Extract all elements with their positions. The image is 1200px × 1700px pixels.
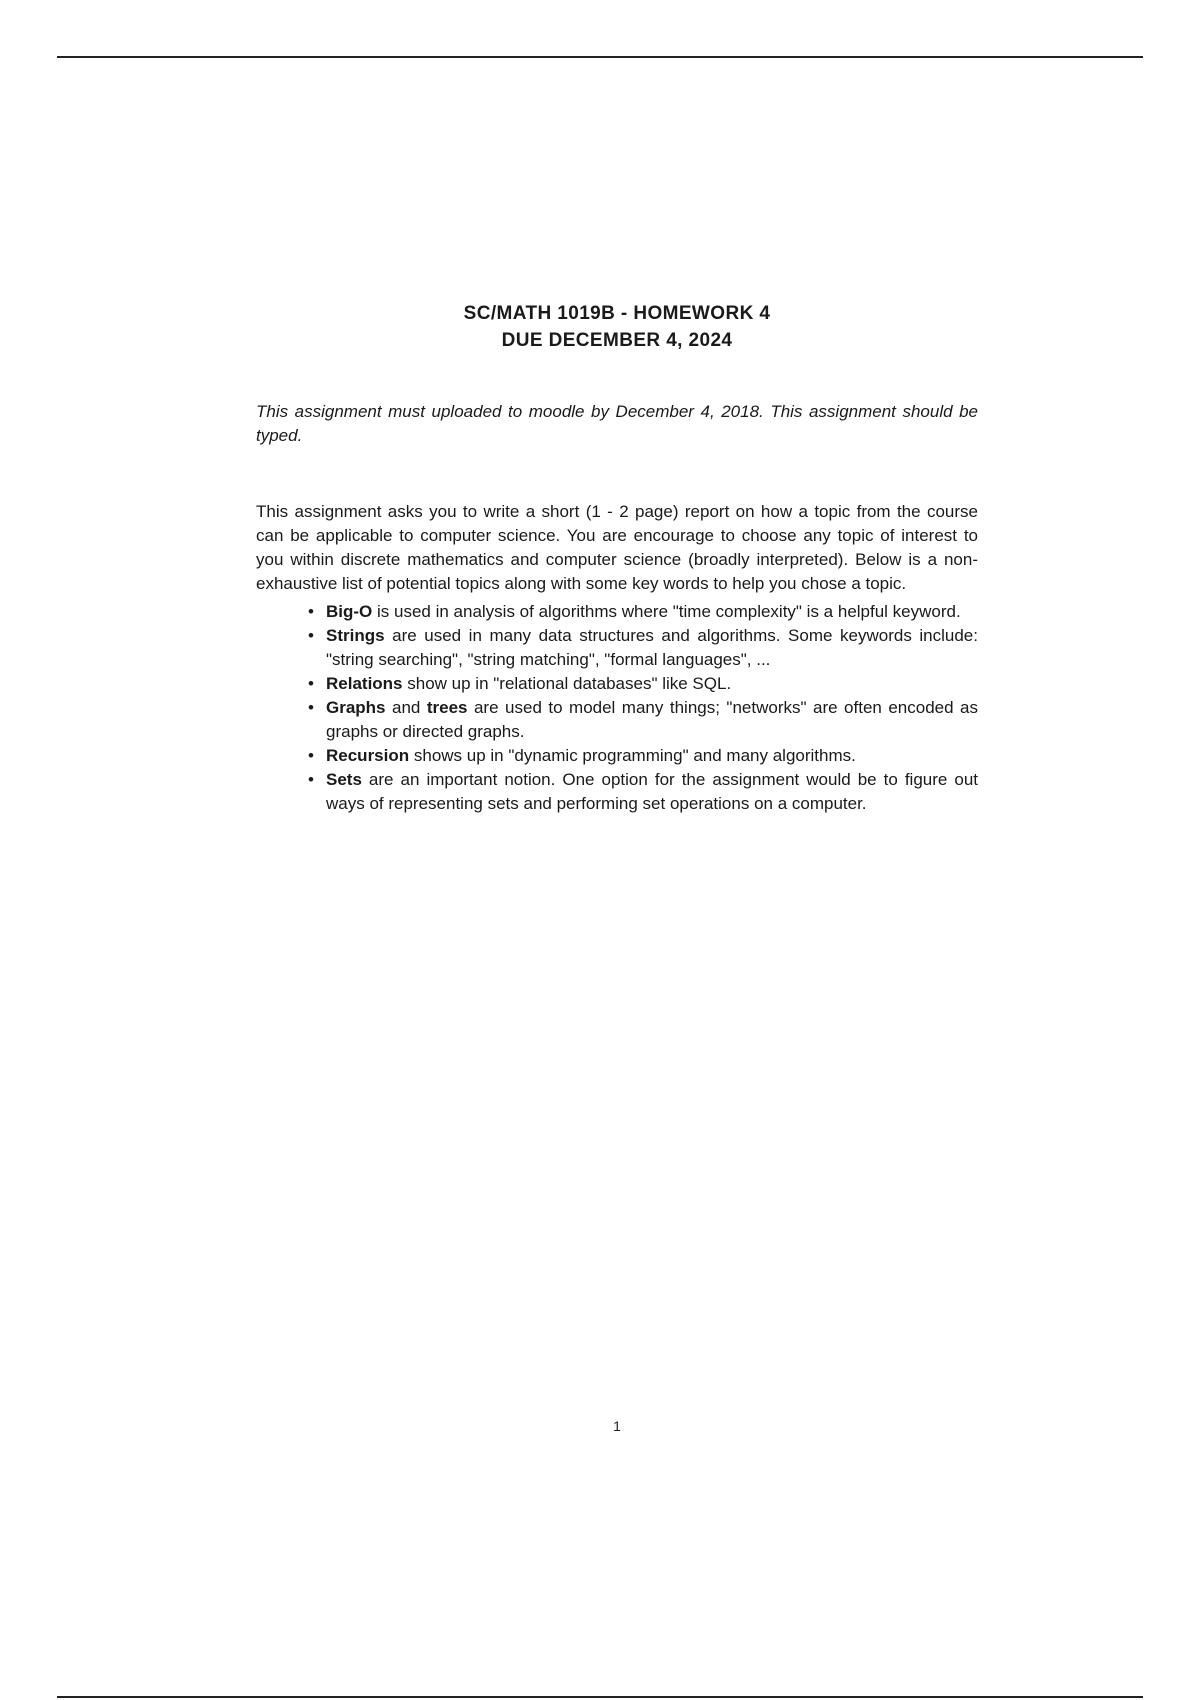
bottom-rule: [57, 1696, 1143, 1698]
topic-keyword: Strings: [326, 626, 385, 645]
document-title-line-2: DUE DECEMBER 4, 2024: [501, 330, 733, 351]
topic-keyword: Big-O: [326, 602, 373, 621]
bullet-icon: •: [308, 602, 314, 621]
bullet-icon: •: [308, 746, 314, 765]
page-number: 1: [613, 1418, 621, 1434]
topic-description: are an important notion. One option for the assignment would be to figure out ways of representing sets and performing set operations on a computer.: [326, 770, 978, 813]
topic-description: show up in "relational databases" like SQL.: [402, 674, 732, 693]
submission-notice: This assignment must uploaded to moodle by December 4, 2018. This assignment should be typed.: [256, 402, 978, 445]
topic-keyword: Graphs: [326, 698, 386, 717]
topic-description: are used in many data structures and algorithms. Some keywords include: "string searching", "string matching", "formal languages", ...: [326, 626, 978, 669]
topic-keyword: Recursion: [326, 746, 410, 765]
topic-description: shows up in "dynamic programming" and many algorithms.: [409, 746, 856, 765]
bullet-icon: •: [308, 698, 314, 717]
topic-keyword: trees: [426, 698, 468, 717]
document-title-line-1: SC/MATH 1019B - HOMEWORK 4: [463, 303, 771, 324]
document-body: [256, 300, 978, 816]
list-item: [308, 744, 978, 768]
topic-description: is used in analysis of algorithms where "time complexity" is a helpful keyword.: [372, 602, 961, 621]
bullet-icon: •: [308, 674, 314, 693]
intro-paragraph: This assignment asks you to write a short (1 - 2 page) report on how a topic from the course can be applicable to computer science. You are encourage to choose any topic of interest to you within discrete mathematics and computer science (broadly interpreted). Below is a non-exhaustive list of potential topics along with some key words to help you chose a topic.: [256, 502, 978, 593]
topic-list: [256, 600, 978, 816]
list-item: [308, 696, 978, 744]
topic-description: are used to model many things; "networks" are often encoded as graphs or directed graphs.: [326, 698, 978, 741]
top-rule: [57, 56, 1143, 58]
bullet-icon: •: [308, 770, 314, 789]
list-item: [308, 624, 978, 672]
topic-connector: and: [385, 698, 427, 717]
list-item: [308, 672, 978, 696]
list-item: [308, 768, 978, 816]
topic-keyword: Sets: [326, 770, 362, 789]
list-item: [308, 600, 978, 624]
bullet-icon: •: [308, 626, 314, 645]
topic-keyword: Relations: [326, 674, 403, 693]
